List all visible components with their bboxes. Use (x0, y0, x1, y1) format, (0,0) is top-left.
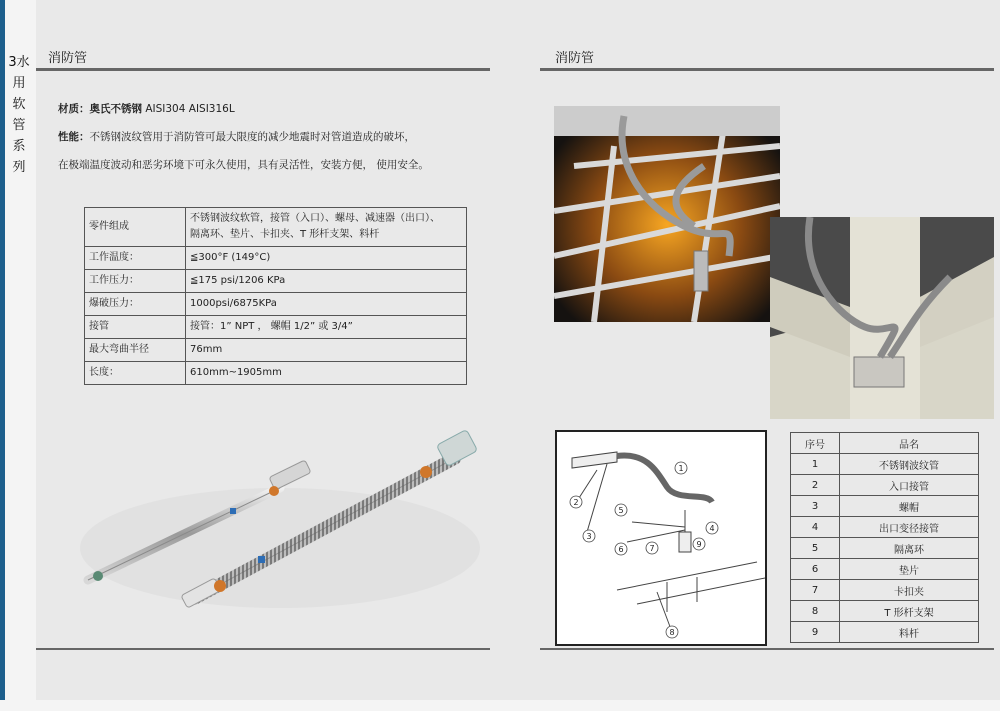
parts-index: 7 (791, 580, 840, 601)
bottom-strip (0, 700, 1000, 711)
spec-row (85, 316, 467, 339)
parts-row (791, 559, 979, 580)
parts-row (791, 601, 979, 622)
parts-index: 9 (791, 622, 840, 643)
parts-header-row (791, 433, 979, 454)
spec-value: ≦300°F (149°C) (186, 247, 467, 270)
parts-name: T 形杆支架 (840, 601, 979, 622)
parts-name: 垫片 (840, 559, 979, 580)
parts-header-index: 序号 (791, 433, 840, 454)
parts-name: 不锈钢波纹管 (840, 454, 979, 475)
material-label: 材质： (58, 103, 90, 115)
spec-key: 爆破压力： (85, 293, 186, 316)
parts-row (791, 538, 979, 559)
parts-row (791, 580, 979, 601)
spec-table (84, 207, 467, 385)
spec-row (85, 247, 467, 270)
spec-key: 零件组成 (85, 208, 186, 247)
parts-row (791, 496, 979, 517)
spec-key: 长度： (85, 362, 186, 385)
parts-index: 6 (791, 559, 840, 580)
spec-key: 接管 (85, 316, 186, 339)
product-hoses-photo (70, 428, 490, 628)
parts-table (790, 432, 979, 643)
callout-2: 2 (573, 498, 579, 507)
spec-key: 工作温度： (85, 247, 186, 270)
performance-line-1 (58, 129, 415, 144)
performance-label: 性能： (58, 131, 90, 143)
spec-row (85, 208, 467, 247)
left-footer-rule (36, 648, 490, 650)
installation-diagram (555, 430, 767, 646)
callout-4: 4 (709, 524, 715, 533)
spec-value: 76mm (186, 339, 467, 362)
parts-index: 2 (791, 475, 840, 496)
parts-name: 出口变径接管 (840, 517, 979, 538)
installation-photo-ceiling (554, 106, 780, 322)
parts-index: 8 (791, 601, 840, 622)
spec-value: 接管：1” NPT ， 螺帽 1/2” 或 3/4” (186, 316, 467, 339)
parts-header-name: 品名 (840, 433, 979, 454)
spec-value (186, 208, 467, 247)
parts-index: 3 (791, 496, 840, 517)
parts-name: 隔离环 (840, 538, 979, 559)
callout-1: 1 (678, 464, 684, 473)
performance-line-2: 在极端温度波动和恶劣环境下可永久使用，具有灵活性，安装方便， 使用安全。 (58, 159, 429, 171)
spec-row (85, 362, 467, 385)
spec-value: ≦175 psi/1206 KPa (186, 270, 467, 293)
material-line (58, 101, 235, 116)
parts-row (791, 622, 979, 643)
material-name: 奥氏不锈钢 (89, 103, 142, 115)
parts-row (791, 475, 979, 496)
parts-index: 5 (791, 538, 840, 559)
parts-name: 料杆 (840, 622, 979, 643)
spec-row (85, 270, 467, 293)
spec-value: 610mm~1905mm (186, 362, 467, 385)
parts-name: 螺帽 (840, 496, 979, 517)
right-footer-rule (540, 648, 994, 650)
spec-row (85, 339, 467, 362)
spec-key: 工作压力： (85, 270, 186, 293)
parts-row (791, 517, 979, 538)
spec-value-line: 隔离环、垫片、卡扣夹、T 形杆支架、料杆 (190, 229, 380, 240)
callout-6: 6 (618, 545, 624, 554)
left-header-rule (36, 68, 490, 71)
parts-name: 入口接管 (840, 475, 979, 496)
left-section-title: 消防管 (48, 51, 88, 66)
parts-name: 卡扣夹 (840, 580, 979, 601)
right-section-title: 消防管 (555, 51, 595, 66)
installation-photo-duct (770, 217, 994, 419)
parts-index: 4 (791, 517, 840, 538)
performance-text-1: 不锈钢波纹管用于消防管可最大限度的减少地震时对管道造成的破坏， (89, 131, 415, 143)
callout-7: 7 (649, 544, 655, 553)
side-accent-bar (0, 0, 5, 711)
parts-index: 1 (791, 454, 840, 475)
chapter-label: 3水用软管系列 (8, 55, 30, 175)
spec-value-line: 不锈钢波纹软管，接管（入口）、螺母、减速器（出口）、 (190, 213, 440, 224)
right-header-rule (540, 68, 994, 71)
spec-row (85, 293, 467, 316)
callout-5: 5 (618, 506, 624, 515)
callout-9: 9 (696, 540, 702, 549)
spec-key: 最大弯曲半径 (85, 339, 186, 362)
callout-3: 3 (586, 532, 592, 541)
parts-row (791, 454, 979, 475)
material-grades: AISI304 AISI316L (142, 103, 235, 115)
spec-value: 1000psi/6875KPa (186, 293, 467, 316)
callout-8: 8 (669, 628, 675, 637)
